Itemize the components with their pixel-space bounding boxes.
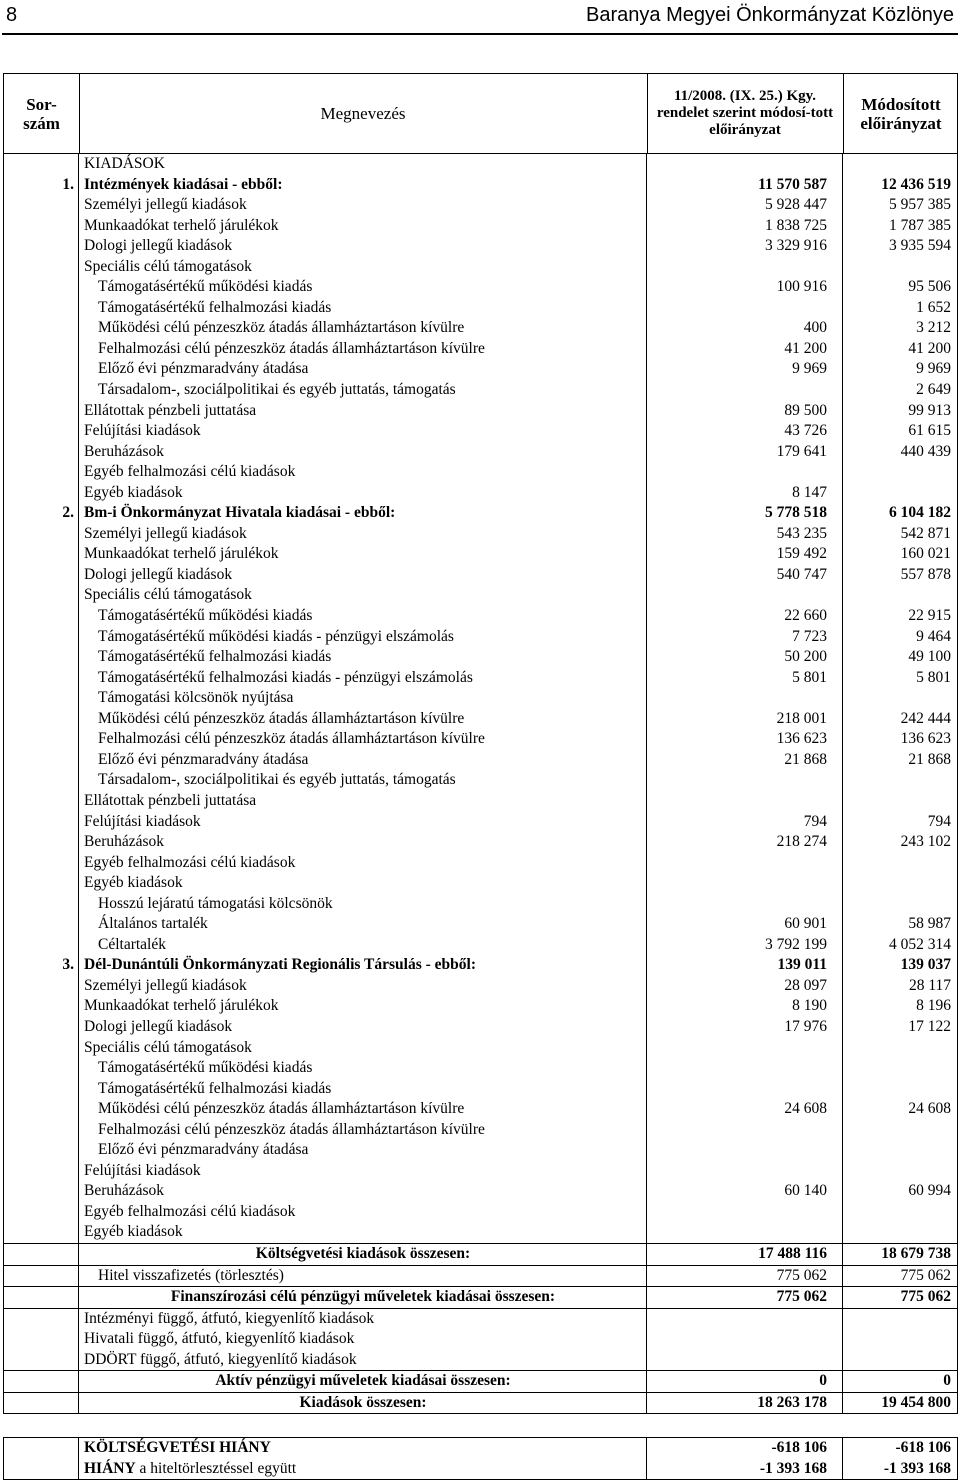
table-row <box>4 1058 957 1079</box>
row-name: Egyéb felhalmozási célú kiadások <box>84 463 296 481</box>
row-modified-value: 775 062 <box>900 1288 951 1306</box>
row-original-value: 775 062 <box>776 1288 827 1306</box>
table-row <box>4 380 957 401</box>
summary-label <box>84 1438 271 1459</box>
column-header-modified: Módosított előirányzat <box>860 94 942 133</box>
table-row <box>4 1161 957 1182</box>
table-row <box>4 955 957 976</box>
row-name: Hitel visszafizetés (törlesztés) <box>98 1266 284 1284</box>
column-header-name: Megnevezés <box>79 74 648 153</box>
row-modified-value: 136 623 <box>900 730 951 748</box>
row-modified-value: 3 935 594 <box>889 237 951 255</box>
table-row <box>4 359 957 380</box>
row-original-value: 22 660 <box>784 607 827 625</box>
row-original-value: 41 200 <box>784 339 827 357</box>
row-name: Munkaadókat terhelő járulékok <box>84 997 279 1015</box>
summary-label-bold: HIÁNY <box>84 1459 136 1477</box>
row-name: Támogatásértékű felhalmozási kiadás <box>98 648 332 666</box>
row-original-value: 400 <box>803 319 827 337</box>
section-title: KIADÁSOK <box>84 155 165 172</box>
row-original-value: 9 969 <box>792 360 827 378</box>
page-number: 8 <box>6 4 18 26</box>
row-name: Személyi jellegű kiadások <box>84 196 247 214</box>
row-original-value: 794 <box>803 812 827 830</box>
table-row <box>4 853 957 874</box>
deficit-summary <box>3 1437 958 1480</box>
row-modified-value: 61 615 <box>908 422 951 440</box>
table-header <box>3 73 958 154</box>
row-original-value: 775 062 <box>776 1266 827 1284</box>
row-name: DDÖRT függő, átfutó, kiegyenlítő kiadások <box>84 1350 357 1368</box>
row-name: Költségvetési kiadások összesen: <box>255 1244 471 1262</box>
row-modified-value: 3 212 <box>916 319 951 337</box>
row-original-value: 218 274 <box>776 833 827 851</box>
table-row <box>4 318 957 339</box>
row-modified-value: 0 <box>943 1372 951 1390</box>
table-row <box>4 442 957 463</box>
expenditure-table <box>3 73 958 1414</box>
row-modified-value: 557 878 <box>900 565 951 583</box>
column-header-no-part: szám <box>23 113 60 133</box>
row-name: Speciális célú támogatások <box>84 1038 252 1056</box>
row-name: Működési célú pénzeszköz átadás államháztartáson kívülre <box>98 319 465 337</box>
row-modified-value: 775 062 <box>900 1266 951 1284</box>
row-original-value: 60 901 <box>784 915 827 933</box>
row-original-value: 28 097 <box>784 976 827 994</box>
table-row <box>4 298 957 319</box>
table-row <box>4 1308 957 1330</box>
row-name: Beruházások <box>84 833 165 851</box>
row-name: Ellátottak pénzbeli juttatása <box>84 401 257 419</box>
table-row <box>4 832 957 853</box>
row-modified-value: 24 608 <box>908 1100 951 1118</box>
row-modified-value: 95 506 <box>908 278 951 296</box>
table-row <box>4 216 957 237</box>
table-row <box>4 339 957 360</box>
publication-title: Baranya Megyei Önkormányzat Közlönye <box>586 4 954 26</box>
row-name: Felhalmozási célú pénzeszköz átadás államháztartáson kívülre <box>98 1120 485 1138</box>
table-row <box>4 1038 957 1059</box>
table-row <box>4 257 957 278</box>
row-original-value: 24 608 <box>784 1100 827 1118</box>
row-name: Támogatásértékű működési kiadás <box>98 278 313 296</box>
row-modified-value: 17 122 <box>908 1017 951 1035</box>
row-original-value: 179 641 <box>776 442 827 460</box>
row-name: Egyéb felhalmozási célú kiadások <box>84 853 296 871</box>
row-modified-value: 12 436 519 <box>881 175 951 193</box>
table-row <box>4 812 957 833</box>
row-original-value: 89 500 <box>784 401 827 419</box>
table-row <box>4 647 957 668</box>
row-name: Előző évi pénzmaradvány átadása <box>98 360 309 378</box>
row-modified-value: 58 987 <box>908 915 951 933</box>
row-name: Dologi jellegű kiadások <box>84 565 233 583</box>
row-original-value: 100 916 <box>776 278 827 296</box>
row-modified-value: 794 <box>927 812 951 830</box>
row-name: Intézmények kiadásai - ebből: <box>84 175 283 193</box>
table-row <box>4 544 957 565</box>
row-original-value: 8 147 <box>792 483 827 501</box>
row-name: Előző évi pénzmaradvány átadása <box>98 1141 309 1159</box>
table-row <box>4 503 957 524</box>
summary-row <box>4 1459 957 1480</box>
row-modified-value: 2 649 <box>916 381 951 399</box>
table-row <box>4 524 957 545</box>
table-row <box>4 1350 957 1371</box>
table-row <box>4 401 957 422</box>
row-original-value: 5 928 447 <box>765 196 827 214</box>
table-row <box>4 421 957 442</box>
table-row <box>4 873 957 894</box>
row-name: Támogatásértékű működési kiadás - pénzügyi elszámolás <box>98 627 454 645</box>
table-row <box>4 750 957 771</box>
row-original-value: 5 778 518 <box>765 504 827 522</box>
table-row <box>4 1370 957 1392</box>
table-row <box>4 195 957 216</box>
row-name: Egyéb kiadások <box>84 483 183 501</box>
row-original-value: 21 868 <box>784 750 827 768</box>
row-original-value: 540 747 <box>776 565 827 583</box>
row-name: Felújítási kiadások <box>84 812 201 830</box>
table-row <box>4 1079 957 1100</box>
table-row <box>4 585 957 606</box>
table-row <box>4 606 957 627</box>
row-original-value: 17 488 116 <box>758 1244 827 1262</box>
row-modified-value: 242 444 <box>900 709 951 727</box>
table-row <box>4 1099 957 1120</box>
row-name: Működési célú pénzeszköz átadás államháztartáson kívülre <box>98 1100 465 1118</box>
row-name: Munkaadókat terhelő járulékok <box>84 545 279 563</box>
row-name: Hosszú lejáratú támogatási kölcsönök <box>98 894 333 912</box>
row-number: 1. <box>62 175 74 193</box>
row-name: Támogatásértékű felhalmozási kiadás - pénzügyi elszámolás <box>98 668 473 686</box>
row-name: Egyéb felhalmozási célú kiadások <box>84 1202 296 1220</box>
row-name: Társadalom-, szociálpolitikai és egyéb juttatás, támogatás <box>98 771 456 789</box>
table-row <box>4 1120 957 1141</box>
row-original-value: 1 838 725 <box>765 216 827 234</box>
row-modified-value: 5 957 385 <box>889 196 951 214</box>
column-header-original: 11/2008. (IX. 25.) Kgy. rendelet szerint módosí-tott előirányzat <box>647 74 844 153</box>
row-modified-value: 243 102 <box>900 833 951 851</box>
row-modified-value: 21 868 <box>908 750 951 768</box>
row-name: Felhalmozási célú pénzeszköz átadás államháztartáson kívülre <box>98 339 485 357</box>
row-original-value: 7 723 <box>792 627 827 645</box>
table-row <box>4 894 957 915</box>
row-name: Felújítási kiadások <box>84 1161 201 1179</box>
table-row <box>4 791 957 812</box>
row-name: Egyéb kiadások <box>84 874 183 892</box>
summary-original-value: -1 393 168 <box>759 1459 827 1477</box>
row-number: 3. <box>62 956 74 974</box>
row-name: Ellátottak pénzbeli juttatása <box>84 791 257 809</box>
table-body <box>3 154 958 1414</box>
table-row <box>4 1392 957 1414</box>
column-header-no-part: Sor- <box>26 94 57 114</box>
row-name: Támogatási kölcsönök nyújtása <box>98 689 294 707</box>
row-name: Dologi jellegű kiadások <box>84 1017 233 1035</box>
table-row <box>4 770 957 791</box>
table-row <box>4 1181 957 1202</box>
row-modified-value: 49 100 <box>908 648 951 666</box>
row-modified-value: 99 913 <box>908 401 951 419</box>
row-name: Támogatásértékű működési kiadás <box>98 1059 313 1077</box>
row-name: Céltartalék <box>98 935 166 953</box>
row-original-value: 139 011 <box>777 956 827 974</box>
row-name: Dél-Dunántúli Önkormányzati Regionális Társulás - ebből: <box>84 956 476 974</box>
table-row <box>4 236 957 257</box>
row-modified-value: 160 021 <box>900 545 951 563</box>
row-modified-value: 542 871 <box>900 524 951 542</box>
section-title-row <box>4 154 957 175</box>
row-modified-value: 8 196 <box>916 997 951 1015</box>
row-original-value: 50 200 <box>784 648 827 666</box>
row-original-value: 11 570 587 <box>758 175 827 193</box>
row-original-value: 17 976 <box>784 1017 827 1035</box>
row-name: Intézményi függő, átfutó, kiegyenlítő kiadások <box>84 1309 375 1327</box>
table-row <box>4 1329 957 1350</box>
row-original-value: 136 623 <box>776 730 827 748</box>
row-name: Működési célú pénzeszköz átadás államháztartáson kívülre <box>98 709 465 727</box>
row-name: Speciális célú támogatások <box>84 586 252 604</box>
table-row <box>4 976 957 997</box>
summary-row <box>4 1438 957 1459</box>
table-row <box>4 1243 957 1265</box>
summary-modified-value: -1 393 168 <box>883 1459 951 1477</box>
row-modified-value: 19 454 800 <box>881 1393 951 1411</box>
table-row <box>4 668 957 689</box>
row-name: Támogatásértékű működési kiadás <box>98 607 313 625</box>
row-modified-value: 6 104 182 <box>889 504 951 522</box>
header-rule <box>2 33 958 35</box>
table-row <box>4 1265 957 1287</box>
row-modified-value: 5 801 <box>916 668 951 686</box>
row-original-value: 8 190 <box>792 997 827 1015</box>
row-modified-value: 22 915 <box>908 607 951 625</box>
row-name: Előző évi pénzmaradvány átadása <box>98 750 309 768</box>
row-name: Személyi jellegű kiadások <box>84 524 247 542</box>
table-row <box>4 1140 957 1161</box>
table-row <box>4 935 957 956</box>
row-original-value: 18 263 178 <box>757 1393 827 1411</box>
row-name: Támogatásértékű felhalmozási kiadás <box>98 1079 332 1097</box>
table-row <box>4 277 957 298</box>
row-modified-value: 9 969 <box>916 360 951 378</box>
row-original-value: 543 235 <box>776 524 827 542</box>
row-original-value: 218 001 <box>776 709 827 727</box>
row-name: Munkaadókat terhelő járulékok <box>84 216 279 234</box>
row-modified-value: 60 994 <box>908 1182 951 1200</box>
table-row <box>4 1017 957 1038</box>
row-name: Támogatásértékű felhalmozási kiadás <box>98 298 332 316</box>
row-name: Aktív pénzügyi műveletek kiadásai összesen: <box>215 1372 511 1390</box>
row-name: Felhalmozási célú pénzeszköz átadás államháztartáson kívülre <box>98 730 485 748</box>
table-row <box>4 914 957 935</box>
row-name: Dologi jellegű kiadások <box>84 237 233 255</box>
row-modified-value: 139 037 <box>900 956 951 974</box>
row-modified-value: 9 464 <box>916 627 951 645</box>
row-modified-value: 1 787 385 <box>889 216 951 234</box>
summary-modified-value: -618 106 <box>895 1439 951 1456</box>
row-name: Hivatali függő, átfutó, kiegyenlítő kiadások <box>84 1330 355 1348</box>
table-row <box>4 627 957 648</box>
row-original-value: 43 726 <box>784 422 827 440</box>
row-original-value: 60 140 <box>784 1182 827 1200</box>
page-header <box>0 0 960 32</box>
row-original-value: 3 329 916 <box>765 237 827 255</box>
table-row <box>4 175 957 196</box>
table-row <box>4 1202 957 1223</box>
row-name: Társadalom-, szociálpolitikai és egyéb juttatás, támogatás <box>98 381 456 399</box>
table-row <box>4 1286 957 1308</box>
summary-label-bold: KÖLTSÉGVETÉSI HIÁNY <box>84 1439 271 1456</box>
row-name: Speciális célú támogatások <box>84 257 252 275</box>
summary-label-rest: a hiteltörlesztéssel együtt <box>135 1459 297 1477</box>
row-name: Finanszírozási célú pénzügyi műveletek kiadásai összesen: <box>170 1288 556 1306</box>
table-row <box>4 688 957 709</box>
row-name: Általános tartalék <box>98 915 208 933</box>
row-name: Beruházások <box>84 442 165 460</box>
row-modified-value: 440 439 <box>900 442 951 460</box>
table-row <box>4 565 957 586</box>
column-header-no <box>4 74 80 153</box>
table-row <box>4 462 957 483</box>
row-name: Egyéb kiadások <box>84 1223 183 1241</box>
table-row <box>4 996 957 1017</box>
row-number: 2. <box>62 504 74 522</box>
row-modified-value: 28 117 <box>908 976 951 994</box>
row-original-value: 3 792 199 <box>765 935 827 953</box>
row-name: Felújítási kiadások <box>84 422 201 440</box>
row-original-value: 0 <box>819 1372 827 1390</box>
table-row <box>4 1222 957 1243</box>
row-modified-value: 18 679 738 <box>881 1244 951 1262</box>
row-name: Személyi jellegű kiadások <box>84 976 247 994</box>
row-name: Kiadások összesen: <box>299 1393 427 1411</box>
row-modified-value: 41 200 <box>908 339 951 357</box>
row-modified-value: 1 652 <box>916 298 951 316</box>
table-row <box>4 709 957 730</box>
summary-label <box>84 1459 296 1480</box>
row-modified-value: 4 052 314 <box>889 935 951 953</box>
table-row <box>4 483 957 504</box>
row-name: Beruházások <box>84 1182 165 1200</box>
row-original-value: 159 492 <box>776 545 827 563</box>
row-original-value: 5 801 <box>792 668 827 686</box>
row-name: Bm-i Önkormányzat Hivatala kiadásai - ebből: <box>84 504 396 522</box>
summary-original-value: -618 106 <box>771 1439 827 1456</box>
table-row <box>4 729 957 750</box>
